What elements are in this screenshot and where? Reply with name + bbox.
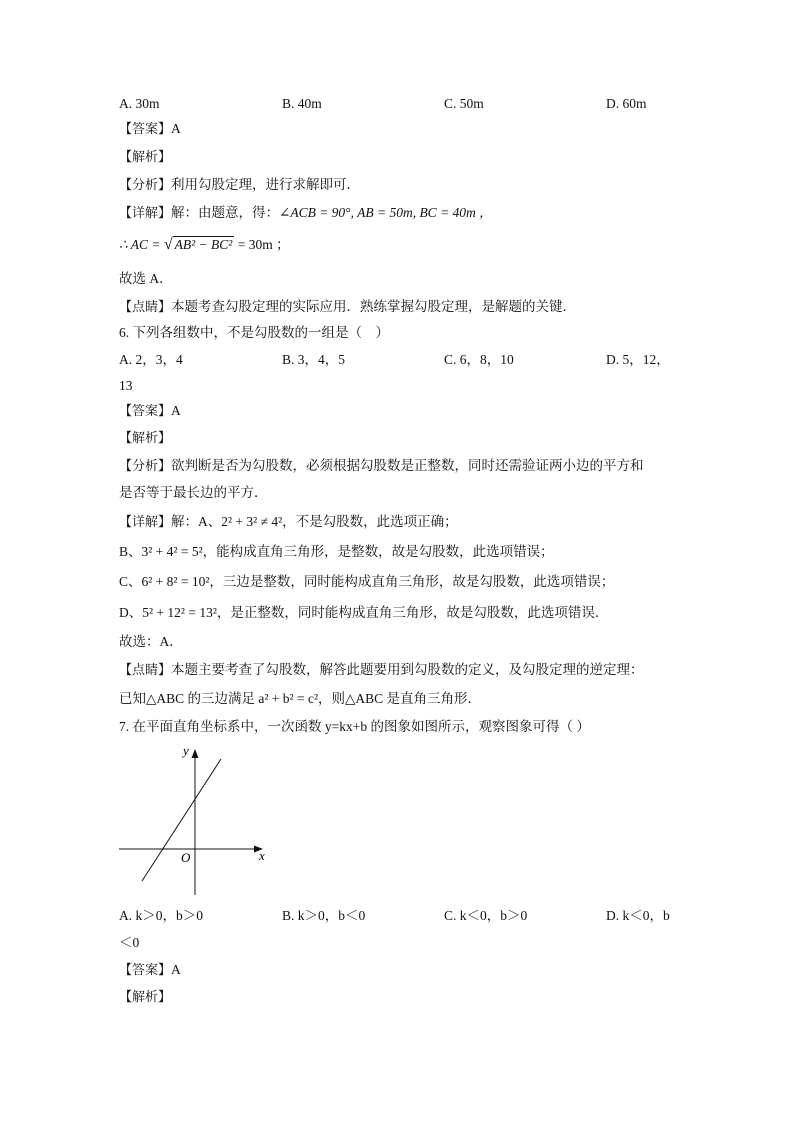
q6-answer-value: A: [171, 403, 181, 418]
linear-function-graph: [115, 740, 275, 900]
therefore-line: [119, 236, 290, 254]
answer-tag: 【答案】: [119, 122, 172, 137]
option-a: A. 30m: [119, 96, 160, 111]
q6-answer-line: [119, 402, 181, 421]
q7-option-c: C. k＜0，b＞0: [444, 908, 528, 923]
radicand: AB² − BC²: [174, 237, 233, 252]
q6-xiangjie-line: [119, 513, 458, 532]
q6-option-d: D. 5，12，: [606, 352, 670, 367]
q6-dianjing-text-1: 本题主要考查了勾股数，解答此题要用到勾股数的定义，及勾股定理的逆定理：: [171, 662, 644, 677]
option-c: C. 50m: [444, 96, 484, 111]
q6-line-d: D、5² + 12² = 13²，是正整数，同时能构成直角三角形，故是勾股数，此选项错误．: [119, 605, 609, 620]
fenxi-text: 利用勾股定理，进行求解即可．: [171, 177, 361, 192]
answer-value: A: [171, 121, 181, 136]
q7-answer-line: [119, 961, 181, 980]
q6-dianjing-tag: 【点睛】: [119, 663, 172, 678]
q7-option-d: D. k＜0，b: [606, 908, 670, 923]
answer-line: [119, 120, 181, 139]
q6-fenxi-tag: 【分析】: [119, 459, 172, 474]
q7-analysis-tag: [119, 988, 171, 1007]
q6-analysis-tag: [119, 429, 171, 448]
q7-option-a: A. k＞0，b＞0: [119, 908, 203, 923]
q6-dianjing-line: [119, 661, 644, 680]
q6-analysis-tag-text: 【解析】: [119, 431, 172, 446]
q6-line-a: 解：A、2² + 3² ≠ 4²，不是勾股数，此选项正确；: [171, 514, 458, 529]
xiangjie-line: [119, 204, 493, 223]
q6-conclusion: 故选：A．: [119, 634, 183, 649]
q6-line-b: B、3² + 4² = 5²，能构成直角三角形，是整数，故是勾股数，此选项错误；: [119, 544, 554, 559]
q7-analysis-tag-text: 【解析】: [119, 990, 172, 1005]
q7-stem: 7. 在平面直角坐标系中，一次函数 y=kx+b 的图象如图所示，观察图象可得（ ）: [119, 719, 590, 734]
option-b: B. 40m: [282, 96, 322, 111]
analysis-tag: [119, 148, 171, 167]
fenxi-tag: 【分析】: [119, 178, 172, 193]
xiangjie-math: ∠ACB = 90°, AB = 50m, BC = 40m ，: [279, 205, 493, 220]
y-axis-arrow: [192, 749, 199, 758]
q6-dianjing-line-2: 已知△ABC 的三边满足 a² + b² = c²，则△ABC 是直角三角形．: [119, 691, 482, 706]
option-d: D. 60m: [606, 96, 647, 111]
q6-option-b: B. 3，4，5: [282, 352, 346, 367]
q6-xiangjie-tag: 【详解】: [119, 515, 172, 530]
q7-answer-value: A: [171, 962, 181, 977]
dianjing-tag: 【点睛】: [119, 300, 172, 315]
xiangjie-pre: 解：由题意，得：: [171, 205, 280, 220]
xiangjie-tag: 【详解】: [119, 206, 172, 221]
q7-answer-tag: 【答案】: [119, 963, 172, 978]
q6-option-d-cont: 13: [119, 378, 133, 393]
q6-answer-tag: 【答案】: [119, 404, 172, 419]
q7-option-d-cont: ＜0: [119, 935, 140, 950]
q6-fenxi-line-2: 是否等于最长边的平方．: [119, 485, 268, 500]
radical-sign: √: [163, 236, 173, 253]
q6-stem: 6. 下列各组数中，不是勾股数的一组是（ ）: [119, 325, 389, 340]
dianjing-text: 本题考查勾股定理的实际应用．熟练掌握勾股定理，是解题的关键．: [171, 299, 577, 314]
x-axis-label: x: [259, 848, 265, 863]
fenxi-line: [119, 176, 360, 195]
q6-option-c: C. 6，8，10: [444, 352, 514, 367]
q6-option-a: A. 2，3，4: [119, 352, 183, 367]
dianjing-line: [119, 298, 576, 317]
q6-fenxi-line: [119, 457, 644, 476]
therefore-lhs: ∴ AC =: [119, 237, 161, 252]
therefore-result: = 30m ；: [237, 237, 290, 252]
conclusion: 故选 A．: [119, 271, 173, 286]
analysis-tag-text: 【解析】: [119, 150, 172, 165]
q7-option-b: B. k＞0，b＜0: [282, 908, 366, 923]
q6-fenxi-text-1: 欲判断是否为勾股数，必须根据勾股数是正整数，同时还需验证两小边的平方和: [171, 458, 644, 473]
q6-line-c: C、6² + 8² = 10²，三边是整数，同时能构成直角三角形，故是勾股数，此选项错误；: [119, 574, 615, 589]
origin-label: O: [181, 850, 191, 865]
y-axis-label: y: [183, 743, 189, 758]
